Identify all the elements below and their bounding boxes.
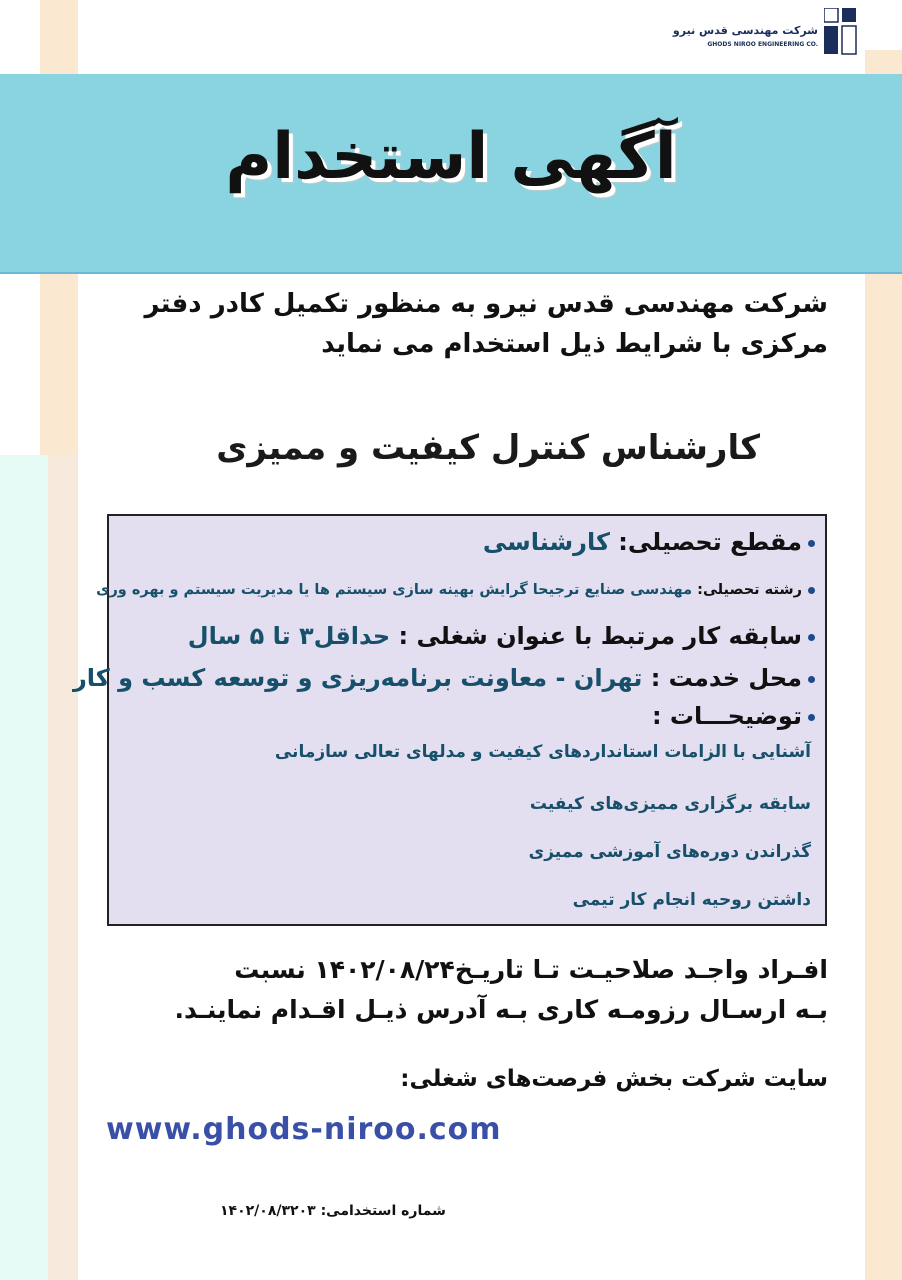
job-number-label: شماره استخدامی: [320, 1203, 446, 1219]
bullet-icon [808, 540, 815, 547]
bullet-icon [808, 587, 815, 594]
requirement-field [96, 582, 815, 598]
left-mint-stripe [0, 455, 48, 1280]
requirement-value: کارشناسی [482, 528, 610, 556]
note-item: داشتن روحیه انجام کار تیمی [572, 890, 811, 910]
requirement-label: محل خدمت : [650, 664, 802, 692]
company-logo [672, 8, 858, 60]
note-item: گذراندن دوره‌های آموزشی ممیزی [528, 842, 811, 862]
requirement-location [72, 664, 815, 692]
job-number [220, 1203, 446, 1219]
requirement-experience [115, 622, 815, 650]
closing-line: بـه ارسـال رزومـه کاری بـه آدرس ذیـل اقـدام نماینـد. [174, 995, 828, 1024]
closing-line: افـراد واجـد صلاحیـت تـا تاریـخ۱۴۰۲/۰۸/۲۴ نسبت [234, 955, 828, 984]
job-number-value: ۱۴۰۲/۰۸/۳۲۰۳ [220, 1203, 316, 1219]
bullet-icon [808, 634, 815, 641]
requirement-notes [115, 702, 815, 730]
left-beige-stripe [48, 455, 78, 1280]
intro-line: شرکت مهندسی قدس نیرو به منظور تکمیل کادر دفتر [144, 289, 828, 319]
requirement-label: توضیحـــات : [651, 702, 802, 730]
site-label: سایت شرکت بخش فرصت‌های شغلی: [400, 1066, 828, 1092]
bullet-icon [808, 676, 815, 683]
job-title: کارشناس کنترل کیفیت و ممیزی [216, 428, 760, 468]
intro-line: مرکزی با شرایط ذیل استخدام می نماید [321, 329, 828, 359]
closing-paragraph [104, 950, 828, 1030]
site-url-link[interactable]: www.ghods-niroo.com [106, 1112, 502, 1147]
requirement-value: مهندسی صنایع ترجیحا گرایش بهینه سازی سیستم ها یا مدیریت سیستم و بهره وری [96, 582, 693, 598]
requirement-label: مقطع تحصیلی: [618, 528, 802, 556]
requirement-value: تهران - معاونت برنامه‌ریزی و توسعه کسب و کار [72, 664, 643, 692]
requirements-box [72, 514, 827, 926]
requirement-degree [115, 528, 815, 556]
logo-company-name-en: GHODS NIROO ENGINEERING CO. [707, 41, 818, 48]
requirement-value: حداقل۳ تا ۵ سال [187, 622, 391, 650]
header-band [0, 74, 902, 274]
logo-company-name: شرکت مهندسی قدس نیرو [672, 24, 818, 37]
requirement-label: رشته تحصیلی: [697, 582, 802, 598]
note-item: سابقه برگزاری ممیزی‌های کیفیت [529, 794, 811, 814]
logo-mark-icon [824, 8, 858, 56]
bullet-icon [808, 714, 815, 721]
intro-paragraph [98, 284, 828, 364]
page-title: آگهی استخدام [225, 120, 677, 194]
requirement-label: سابقه کار مرتبط با عنوان شغلی : [398, 622, 802, 650]
note-item: آشنایی با الزامات استانداردهای کیفیت و مدلهای تعالی سازمانی [274, 742, 811, 762]
